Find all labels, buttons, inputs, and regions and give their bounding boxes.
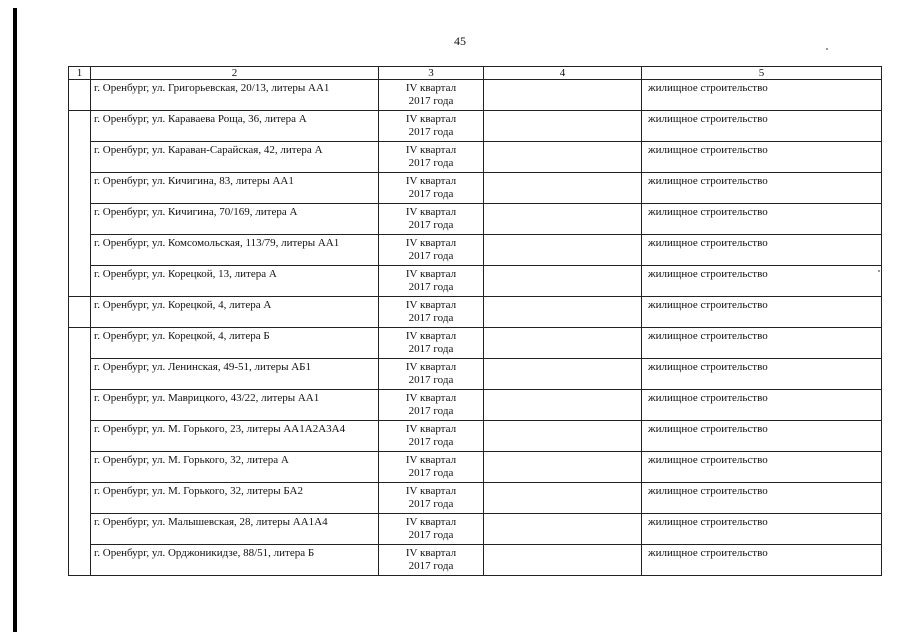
header-cell-2: 2 bbox=[91, 67, 379, 80]
purpose-cell: жилищное строительство bbox=[642, 545, 882, 576]
column-4-cell bbox=[484, 390, 642, 421]
period-quarter: IV квартал bbox=[405, 423, 457, 435]
period-year: 2017 года bbox=[408, 218, 454, 231]
column-4-cell bbox=[484, 514, 642, 545]
table-row bbox=[69, 173, 882, 204]
period-cell bbox=[379, 390, 484, 421]
address-cell: г. Оренбург, ул. Малышевская, 28, литеры АА1А4 bbox=[91, 514, 379, 545]
period-quarter: IV квартал bbox=[405, 516, 457, 528]
header-cell-3: 3 bbox=[379, 67, 484, 80]
period-cell bbox=[379, 421, 484, 452]
row-number-cell bbox=[69, 545, 91, 576]
table-row bbox=[69, 235, 882, 266]
table-row bbox=[69, 359, 882, 390]
address-cell: г. Оренбург, ул. М. Горького, 32, литера А bbox=[91, 452, 379, 483]
table-row bbox=[69, 266, 882, 297]
page-number: 45 bbox=[454, 34, 466, 48]
column-4-cell bbox=[484, 545, 642, 576]
period-quarter: IV квартал bbox=[405, 547, 457, 559]
period-quarter: IV квартал bbox=[405, 268, 457, 280]
period-year: 2017 года bbox=[408, 311, 454, 324]
purpose-cell: жилищное строительство bbox=[642, 514, 882, 545]
address-cell: г. Оренбург, ул. Корецкой, 4, литера А bbox=[91, 297, 379, 328]
purpose-cell: жилищное строительство bbox=[642, 297, 882, 328]
address-cell: г. Оренбург, ул. Григорьевская, 20/13, литеры АА1 bbox=[91, 80, 379, 111]
purpose-cell: жилищное строительство bbox=[642, 359, 882, 390]
address-cell: г. Оренбург, ул. Караван-Сарайская, 42, литера А bbox=[91, 142, 379, 173]
address-cell: г. Оренбург, ул. Ленинская, 49-51, литеры АБ1 bbox=[91, 359, 379, 390]
address-cell: г. Оренбург, ул. Комсомольская, 113/79, литеры АА1 bbox=[91, 235, 379, 266]
row-number-cell bbox=[69, 111, 91, 142]
period-quarter: IV квартал bbox=[405, 330, 457, 342]
period-cell bbox=[379, 545, 484, 576]
table-row bbox=[69, 111, 882, 142]
period-quarter: IV квартал bbox=[405, 237, 457, 249]
address-cell: г. Оренбург, ул. Корецкой, 4, литера Б bbox=[91, 328, 379, 359]
column-4-cell bbox=[484, 142, 642, 173]
table-header-row bbox=[69, 67, 882, 80]
header-cell-1: 1 bbox=[69, 67, 91, 80]
row-number-cell bbox=[69, 514, 91, 545]
header-cell-5: 5 bbox=[642, 67, 882, 80]
period-cell bbox=[379, 266, 484, 297]
row-number-cell bbox=[69, 266, 91, 297]
table-row bbox=[69, 328, 882, 359]
address-cell: г. Оренбург, ул. Кичигина, 83, литеры АА1 bbox=[91, 173, 379, 204]
header-cell-4: 4 bbox=[484, 67, 642, 80]
row-number-cell bbox=[69, 390, 91, 421]
purpose-cell: жилищное строительство bbox=[642, 328, 882, 359]
column-4-cell bbox=[484, 483, 642, 514]
table-row bbox=[69, 483, 882, 514]
period-cell bbox=[379, 452, 484, 483]
period-cell bbox=[379, 142, 484, 173]
purpose-cell: жилищное строительство bbox=[642, 266, 882, 297]
period-year: 2017 года bbox=[408, 559, 454, 572]
column-4-cell bbox=[484, 235, 642, 266]
period-cell bbox=[379, 514, 484, 545]
table-row bbox=[69, 514, 882, 545]
period-quarter: IV квартал bbox=[405, 485, 457, 497]
period-quarter: IV квартал bbox=[405, 82, 457, 94]
period-quarter: IV квартал bbox=[405, 392, 457, 404]
row-number-cell bbox=[69, 235, 91, 266]
scan-speck bbox=[826, 48, 828, 50]
row-number-cell bbox=[69, 328, 91, 359]
period-year: 2017 года bbox=[408, 187, 454, 200]
scan-edge-bar bbox=[13, 8, 17, 632]
address-cell: г. Оренбург, ул. М. Горького, 32, литеры БА2 bbox=[91, 483, 379, 514]
table-row bbox=[69, 142, 882, 173]
row-number-cell bbox=[69, 297, 91, 328]
period-cell bbox=[379, 235, 484, 266]
period-year: 2017 года bbox=[408, 497, 454, 510]
table-row bbox=[69, 204, 882, 235]
row-number-cell bbox=[69, 204, 91, 235]
period-quarter: IV квартал bbox=[405, 361, 457, 373]
purpose-cell: жилищное строительство bbox=[642, 452, 882, 483]
period-quarter: IV квартал bbox=[405, 206, 457, 218]
period-year: 2017 года bbox=[408, 466, 454, 479]
period-quarter: IV квартал bbox=[405, 299, 457, 311]
period-cell bbox=[379, 80, 484, 111]
purpose-cell: жилищное строительство bbox=[642, 235, 882, 266]
address-cell: г. Оренбург, ул. Караваева Роща, 36, литера А bbox=[91, 111, 379, 142]
table-row bbox=[69, 452, 882, 483]
column-4-cell bbox=[484, 266, 642, 297]
period-cell bbox=[379, 173, 484, 204]
period-quarter: IV квартал bbox=[405, 144, 457, 156]
period-year: 2017 года bbox=[408, 280, 454, 293]
address-cell: г. Оренбург, ул. Кичигина, 70/169, литера А bbox=[91, 204, 379, 235]
row-number-cell bbox=[69, 173, 91, 204]
table-row bbox=[69, 545, 882, 576]
purpose-cell: жилищное строительство bbox=[642, 173, 882, 204]
row-number-cell bbox=[69, 359, 91, 390]
table-row bbox=[69, 421, 882, 452]
document-table bbox=[68, 66, 882, 576]
purpose-cell: жилищное строительство bbox=[642, 421, 882, 452]
column-4-cell bbox=[484, 297, 642, 328]
column-4-cell bbox=[484, 204, 642, 235]
address-cell: г. Оренбург, ул. М. Горького, 23, литеры АА1А2А3А4 bbox=[91, 421, 379, 452]
period-cell bbox=[379, 328, 484, 359]
column-4-cell bbox=[484, 359, 642, 390]
row-number-cell bbox=[69, 452, 91, 483]
period-year: 2017 года bbox=[408, 156, 454, 169]
period-year: 2017 года bbox=[408, 342, 454, 355]
purpose-cell: жилищное строительство bbox=[642, 483, 882, 514]
purpose-cell: жилищное строительство bbox=[642, 80, 882, 111]
column-4-cell bbox=[484, 452, 642, 483]
period-cell bbox=[379, 111, 484, 142]
period-quarter: IV квартал bbox=[405, 454, 457, 466]
period-year: 2017 года bbox=[408, 373, 454, 386]
address-cell: г. Оренбург, ул. Корецкой, 13, литера А bbox=[91, 266, 379, 297]
address-cell: г. Оренбург, ул. Орджоникидзе, 88/51, литера Б bbox=[91, 545, 379, 576]
period-year: 2017 года bbox=[408, 249, 454, 262]
period-year: 2017 года bbox=[408, 94, 454, 107]
table-row bbox=[69, 80, 882, 111]
purpose-cell: жилищное строительство bbox=[642, 204, 882, 235]
row-number-cell bbox=[69, 142, 91, 173]
period-year: 2017 года bbox=[408, 404, 454, 417]
row-number-cell bbox=[69, 80, 91, 111]
period-year: 2017 года bbox=[408, 125, 454, 138]
period-cell bbox=[379, 359, 484, 390]
purpose-cell: жилищное строительство bbox=[642, 142, 882, 173]
purpose-cell: жилищное строительство bbox=[642, 390, 882, 421]
period-cell bbox=[379, 297, 484, 328]
column-4-cell bbox=[484, 328, 642, 359]
row-number-cell bbox=[69, 483, 91, 514]
period-cell bbox=[379, 204, 484, 235]
purpose-cell: жилищное строительство bbox=[642, 111, 882, 142]
period-year: 2017 года bbox=[408, 435, 454, 448]
period-year: 2017 года bbox=[408, 528, 454, 541]
period-quarter: IV квартал bbox=[405, 175, 457, 187]
column-4-cell bbox=[484, 80, 642, 111]
period-quarter: IV квартал bbox=[405, 113, 457, 125]
column-4-cell bbox=[484, 111, 642, 142]
address-cell: г. Оренбург, ул. Маврицкого, 43/22, литеры АА1 bbox=[91, 390, 379, 421]
table-row bbox=[69, 297, 882, 328]
table-row bbox=[69, 390, 882, 421]
column-4-cell bbox=[484, 421, 642, 452]
period-cell bbox=[379, 483, 484, 514]
row-number-cell bbox=[69, 421, 91, 452]
column-4-cell bbox=[484, 173, 642, 204]
